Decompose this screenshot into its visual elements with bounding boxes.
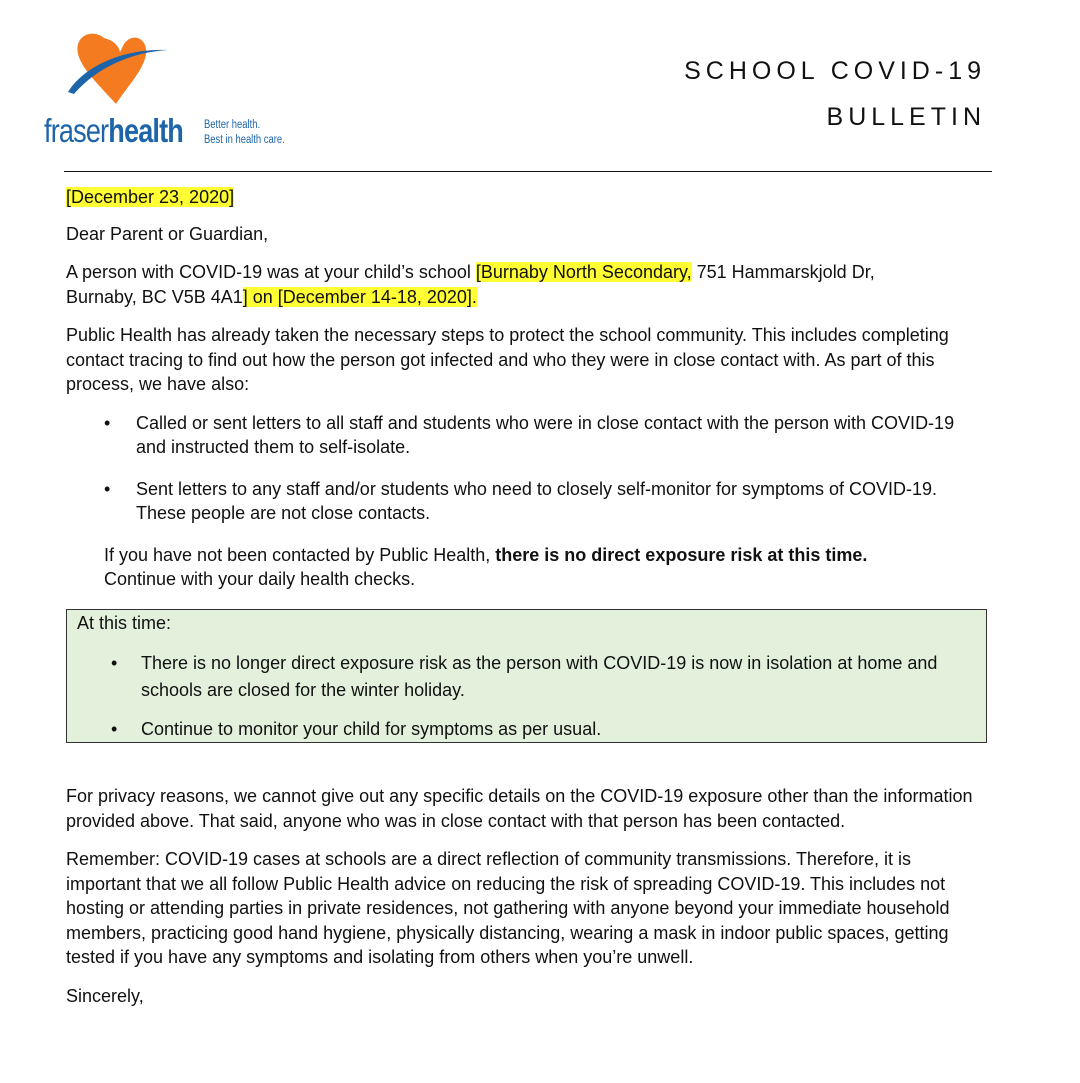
bulletin-title: [684, 48, 986, 140]
address-line-2: Burnaby, BC V5B 4A1: [66, 286, 243, 307]
intro-paragraph: [66, 260, 986, 309]
brand-light: fraser: [44, 112, 109, 149]
public-health-paragraph: Public Health has already taken the necessary steps to protect the school community. This includes completing contact tracing to find out how the person got infected and who they were in close contact with. As part of this process, we have also:: [66, 325, 949, 394]
salutation: Dear Parent or Guardian,: [66, 223, 269, 244]
date-text: [December 23, 2020]: [66, 187, 235, 207]
title-line-2: BULLETIN: [826, 103, 986, 131]
tagline-line-1: Better health.: [204, 119, 261, 131]
remember-paragraph: Remember: COVID-19 cases at schools are a direct reflection of community transmissions. Therefore, it is important that we all follow Public Health advice on reducing the risk of spreading COVID-19. This includes not hosting or attending parties in private residences, not gathering with anyone beyond your immediate household members, practicing good hand hygiene, physically distancing, wearing a mask in indoor public spaces, getting tested if you have any symptoms and isolating from others when you’re unwell.: [66, 849, 950, 967]
box-title: At this time:: [77, 613, 172, 633]
letter-body: [66, 185, 986, 608]
at-this-time-box: [66, 609, 987, 743]
contact-note-suffix: Continue with your daily health checks.: [104, 569, 416, 589]
school-name: [Burnaby North Secondary,: [475, 262, 692, 282]
action-item: • Called or sent letters to all staff and students who were in close contact with the person with COVID-19 and instructed them to self-isolate.: [66, 411, 986, 460]
contact-note-bold: there is no direct exposure risk at this time.: [495, 544, 868, 565]
closing: Sincerely,: [66, 985, 144, 1006]
exposure-dates: ] on [December 14-18, 2020].: [242, 286, 477, 307]
at-this-time-item: • There is no longer direct exposure risk as the person with COVID-19 is now in isolation at home and schools are closed for the winter holiday.: [67, 650, 986, 704]
brand-tagline: [204, 118, 285, 148]
actions-list: [66, 411, 986, 526]
intro-prefix: A person with COVID-19 was at your child’s school: [66, 262, 476, 282]
action-item: • Sent letters to any staff and/or students who need to closely self-monitor for symptoms of COVID-19. These people are not close contacts.: [66, 477, 986, 526]
at-this-time-list: [67, 650, 986, 755]
at-this-time-item: • Continue to monitor your child for symptoms as per usual.: [67, 716, 986, 743]
fraser-health-logo: [44, 30, 294, 155]
letter-date: [66, 185, 986, 210]
address-line-1: 751 Hammarskjold Dr,: [691, 262, 875, 282]
title-line-1: SCHOOL COVID-19: [684, 57, 986, 85]
contact-note-prefix: If you have not been contacted by Public Health,: [104, 544, 496, 565]
header-divider: [64, 171, 992, 172]
tagline-line-2: Best in health care.: [204, 134, 285, 146]
letter-body-lower: [66, 784, 986, 1022]
brand-bold: health: [108, 112, 184, 149]
brand-name: [44, 112, 183, 150]
contact-note: [66, 543, 986, 592]
heart-logo-icon: [64, 30, 174, 110]
privacy-paragraph: For privacy reasons, we cannot give out any specific details on the COVID-19 exposure other than the information provided above. That said, anyone who was in close contact with that person has been contacted.: [66, 786, 973, 831]
